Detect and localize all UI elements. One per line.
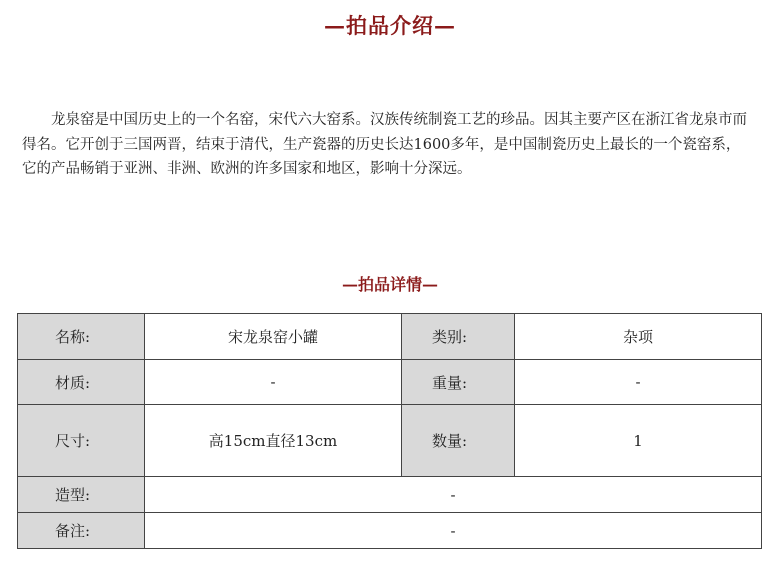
category-label: 类别: (402, 314, 515, 360)
size-label: 尺寸: (18, 405, 145, 477)
shape-value: - (145, 477, 762, 513)
weight-value: - (515, 360, 762, 405)
details-title: —拍品详情— (341, 275, 438, 294)
size-value: 高15cm直径13cm (145, 405, 402, 477)
details-table (17, 313, 762, 549)
name-value: 宋龙泉窑小罐 (145, 314, 402, 360)
page-title: —拍品介绍— (324, 13, 456, 38)
table-row (18, 513, 762, 549)
remark-value: - (145, 513, 762, 549)
name-label: 名称: (18, 314, 145, 360)
weight-label: 重量: (402, 360, 515, 405)
remark-label: 备注: (18, 513, 145, 549)
table-row (18, 360, 762, 405)
material-value: - (145, 360, 402, 405)
quantity-label: 数量: (402, 405, 515, 477)
table-row (18, 477, 762, 513)
shape-label: 造型: (18, 477, 145, 513)
material-label: 材质: (18, 360, 145, 405)
table-row (18, 405, 762, 477)
category-value: 杂项 (515, 314, 762, 360)
intro-paragraph: 龙泉窑是中国历史上的一个名窑，宋代六大窑系。汉族传统制瓷工艺的珍品。因其主要产区在浙江省龙泉市而得名。它开创于三国两晋，结束于清代，生产瓷器的历史长达1600多年，是中国制瓷历史上最长的一个瓷窑系，它的产品畅销于亚洲、非洲、欧洲的许多国家和地区，影响十分深远。 (22, 112, 747, 177)
quantity-value: 1 (515, 405, 762, 477)
table-row (18, 314, 762, 360)
